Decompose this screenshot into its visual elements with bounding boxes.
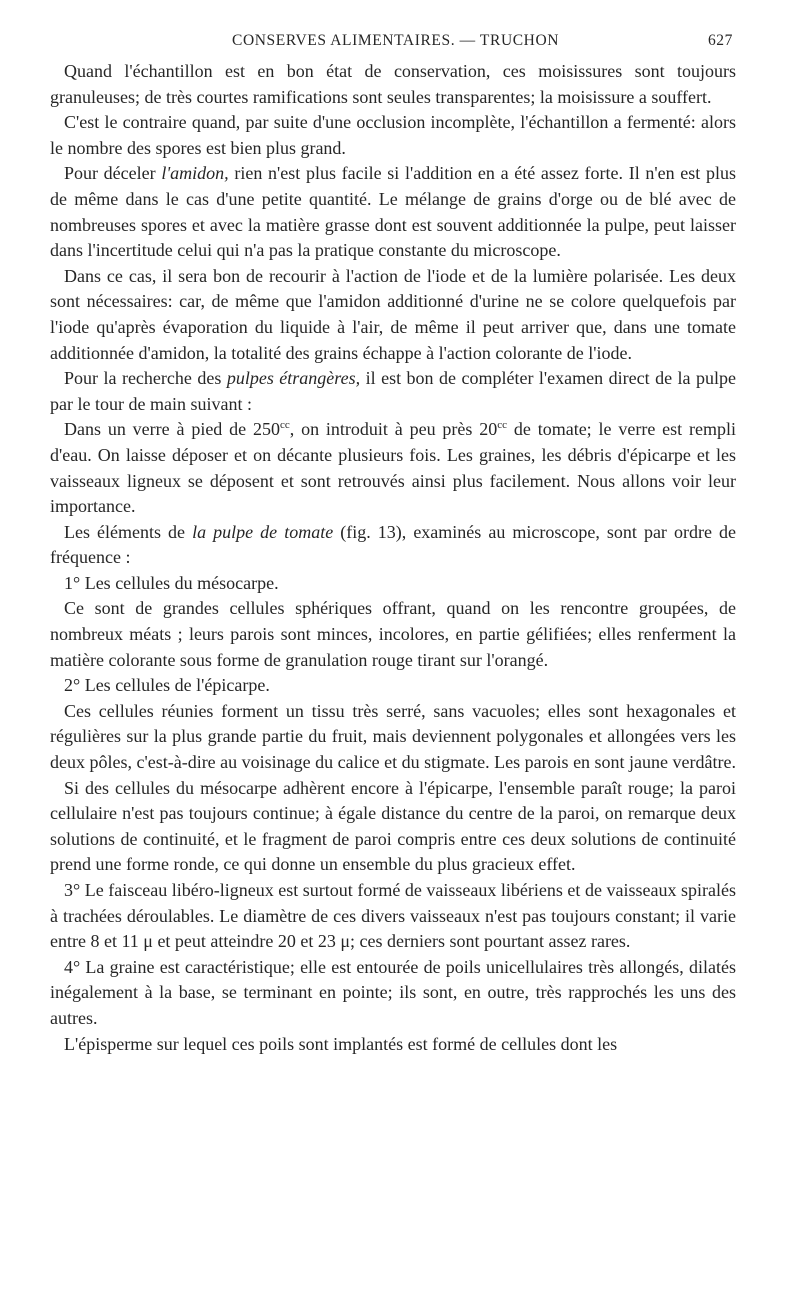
list-heading-epicarp: 2° Les cellules de l'épicarpe. bbox=[64, 675, 270, 696]
paragraph-starch-detection: Pour déceler l'amidon, rien n'est plus facile si l'addition en a été assez forte. Il n'en est plus de même dans le cas d'une petite quantité. Le mélange de grains d'orge ou de blé avec de nombreuses spores et avec la matière grasse dont est souvent additionnée la pulpe, peut laisser dans l'incertitude celui qui n'a pas la pratique constante du microscope. bbox=[50, 163, 736, 261]
paragraph-epicarp-red: Si des cellules du mésocarpe adhèrent encore à l'épicarpe, l'ensemble paraît rouge; la paroi cellulaire n'est pas toujours continue; à égale distance du centre de la paroi, on remarque deux solutions de continuité, et le fragment de paroi compris entre ces deux solutions de continuité prend une forme ronde, ce qui donne un ensemble du plus gracieux effet. bbox=[50, 777, 736, 875]
paragraph-seed: 4° La graine est caractéristique; elle est entourée de poils unicellulaires très allongés, dilatés inégalement à la base, se terminant en pointe; ils sont, en outre, très rapprochés les uns des autres. bbox=[50, 956, 736, 1028]
running-head bbox=[0, 26, 800, 54]
emphasis-pulpe-de-tomate: la pulpe de tomate bbox=[192, 521, 334, 542]
paragraph-epicarp-cells: Ces cellules réunies forment un tissu très serré, sans vacuoles; elles sont hexagonales et régulières sur la plus grande partie du fruit, mais deviennent polygonales et allongées vers les deux pôles, c'est-à-dire au voisinage du calice et du stigmate. Les parois en sont jaune verdâtre. bbox=[50, 700, 736, 773]
paragraph-iodine-polarized: Dans ce cas, il sera bon de recourir à l'action de l'iode et de la lumière polarisée. Les deux sont nécessaires: car, de même que l'amidon additionné d'urine ne se colore quelquefois par l'iode qu'après évaporation du liquide à l'air, de même il peut arriver que, dans une tomate additionnée d'amidon, la totalité des grains échappe à l'action colorante de l'iode. bbox=[50, 265, 736, 363]
running-title: CONSERVES ALIMENTAIRES. — TRUCHON bbox=[232, 32, 560, 49]
list-heading-mesocarp: 1° Les cellules du mésocarpe. bbox=[64, 572, 279, 593]
paragraph-fermentation: C'est le contraire quand, par suite d'une occlusion incomplète, l'échantillon a fermenté: alors le nombre des spores est bien plus grand. bbox=[50, 112, 736, 158]
emphasis-pulpes-etrangeres: pulpes étrangères, bbox=[226, 368, 361, 389]
paragraph-sample-condition: Quand l'échantillon est en bon état de conservation, ces moisissures sont toujours granuleuses; de très courtes ramifications sont seules transparentes; la moisissure a souffert. bbox=[50, 61, 736, 107]
emphasis-amidon: l'amidon, bbox=[161, 163, 229, 184]
paragraph-glass-procedure: Dans un verre à pied de $250^{cc}$, on introduit à peu près $20^{cc}$ de tomate; le verre est rempli d'eau. On laisse déposer et on décante plusieurs fois. Les graines, les débris d'épicarpe et les vaisseaux ligneux se déposent et sont retrouvés ainsi plus facilement. Nous allons voir leur importance. bbox=[50, 419, 736, 517]
paragraph-vascular-bundle: 3° Le faisceau libéro-ligneux est surtout formé de vaisseaux libériens et de vaisseaux spiralés à trachées déroulables. Le diamètre de ces divers vaisseaux n'est pas toujours constant; il varie entre 8 et 11 μ et peut atteindre 20 et 23 μ; ces derniers sont pourtant assez rares. bbox=[50, 880, 736, 952]
page-number: 627 bbox=[707, 32, 733, 49]
paragraph-tomato-elements: Les éléments de la pulpe de tomate (fig. 13), examinés au microscope, sont par ordre de fréquence : bbox=[50, 521, 736, 568]
paragraph-foreign-pulps: Pour la recherche des pulpes étrangères, il est bon de compléter l'examen direct de la pulpe par le tour de main suivant : bbox=[50, 368, 736, 414]
body-text bbox=[50, 59, 736, 1057]
paragraph-mesocarp-cells: Ce sont de grandes cellules sphériques offrant, quand on les rencontre groupées, de nombreux méats ; leurs parois sont minces, incolores, en partie gélifiées; elles renferment la matière colorante sous forme de granulation rouge tirant sur l'orangé. bbox=[50, 598, 736, 670]
paragraph-episperm: L'épisperme sur lequel ces poils sont implantés est formé de cellules dont les bbox=[64, 1033, 618, 1054]
